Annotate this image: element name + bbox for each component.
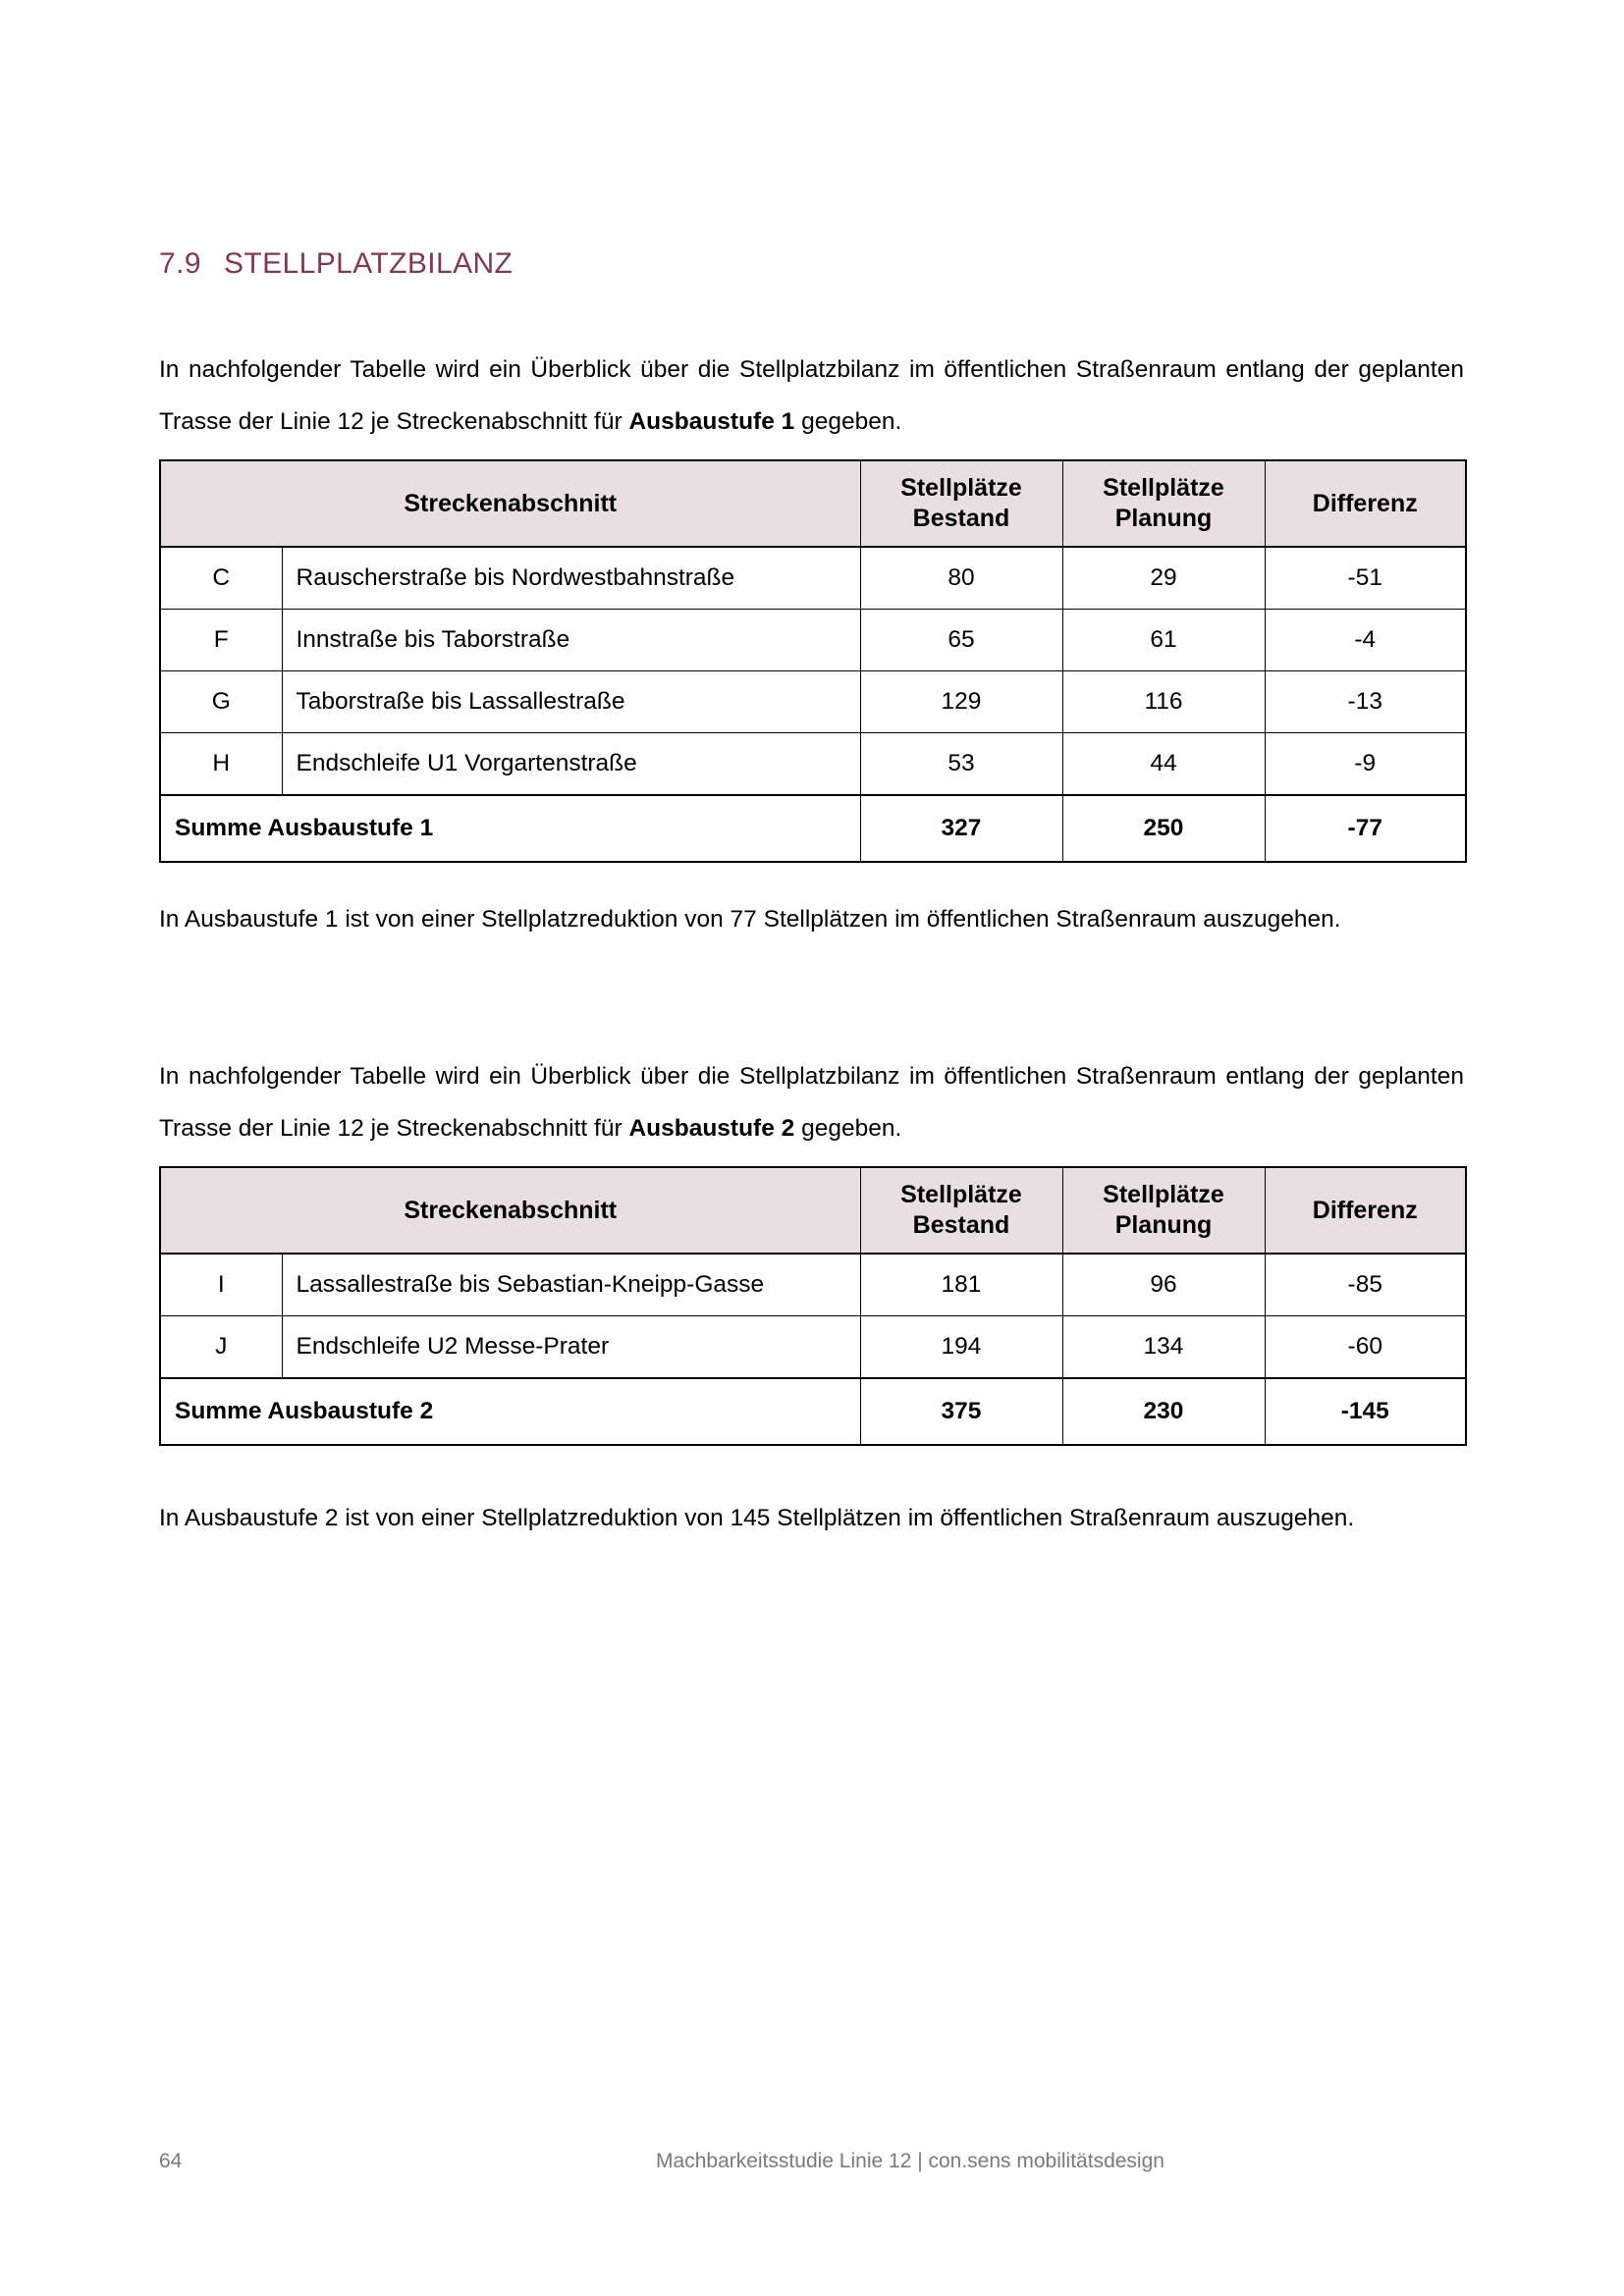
column-header-streckenabschnitt: Streckenabschnitt bbox=[160, 460, 860, 547]
stellplatzbilanz-table-ausbaustufe-2-wrapper bbox=[159, 1166, 1467, 1446]
cell-planung: 29 bbox=[1062, 547, 1265, 610]
table-header-row bbox=[160, 1167, 1466, 1254]
paragraph-text-bold: Ausbaustufe 1 bbox=[628, 407, 795, 435]
paragraph-result-ausbaustufe-1: In Ausbaustufe 1 ist von einer Stellplatzreduktion von 77 Stellplätzen im öffentlichen Straßenraum auszugehen. bbox=[159, 905, 1341, 933]
cell-section-letter: J bbox=[160, 1316, 282, 1379]
cell-bestand: 53 bbox=[860, 733, 1062, 796]
cell-differenz: -60 bbox=[1265, 1316, 1466, 1379]
column-header-streckenabschnitt: Streckenabschnitt bbox=[160, 1167, 860, 1254]
cell-bestand: 194 bbox=[860, 1316, 1062, 1379]
cell-sum-label: Summe Ausbaustufe 2 bbox=[160, 1378, 860, 1445]
column-header-line-1: Stellplätze bbox=[1103, 1181, 1224, 1208]
column-header-line-1: Stellplätze bbox=[1103, 474, 1224, 502]
paragraph-intro-ausbaustufe-1 bbox=[159, 344, 1464, 448]
cell-sum-planung: 250 bbox=[1062, 795, 1265, 862]
cell-bestand: 181 bbox=[860, 1254, 1062, 1316]
cell-sum-planung: 230 bbox=[1062, 1378, 1265, 1445]
column-header-line-1: Stellplätze bbox=[900, 1181, 1022, 1208]
table-header bbox=[160, 460, 1466, 547]
stellplatzbilanz-table-ausbaustufe-1 bbox=[159, 459, 1467, 863]
cell-section-name: Lassallestraße bis Sebastian-Kneipp-Gasse bbox=[282, 1254, 860, 1316]
column-header-line-2: Bestand bbox=[912, 1211, 1010, 1239]
cell-section-name: Endschleife U2 Messe-Prater bbox=[282, 1316, 860, 1379]
cell-sum-bestand: 327 bbox=[860, 795, 1062, 862]
cell-sum-bestand: 375 bbox=[860, 1378, 1062, 1445]
cell-section-letter: C bbox=[160, 547, 282, 610]
column-header-line-1: Stellplätze bbox=[900, 474, 1022, 502]
cell-bestand: 80 bbox=[860, 547, 1062, 610]
table-sum-row bbox=[160, 1378, 1466, 1445]
cell-section-letter: F bbox=[160, 610, 282, 671]
paragraph-text-pre: In nachfolgender Tabelle wird ein Überblick über die Stellplatzbilanz im öffentlichen Straßenraum entlang der geplanten Trasse der Linie 12 je Streckenabschnitt für bbox=[159, 355, 1464, 435]
column-header-stellplaetze-bestand bbox=[860, 1167, 1062, 1254]
paragraph-text-post: gegeben. bbox=[794, 407, 902, 435]
cell-section-name: Taborstraße bis Lassallestraße bbox=[282, 671, 860, 733]
footer-page-number: 64 bbox=[159, 2150, 183, 2172]
page-title bbox=[159, 247, 513, 281]
table-row bbox=[160, 733, 1466, 796]
section-title-text: STELLPLATZBILANZ bbox=[224, 247, 514, 281]
cell-sum-label: Summe Ausbaustufe 1 bbox=[160, 795, 860, 862]
cell-bestand: 129 bbox=[860, 671, 1062, 733]
column-header-differenz: Differenz bbox=[1265, 460, 1466, 547]
paragraph-text-bold: Ausbaustufe 2 bbox=[628, 1114, 795, 1142]
table-row bbox=[160, 1254, 1466, 1316]
column-header-line-2: Planung bbox=[1114, 1211, 1213, 1239]
cell-sum-differenz: -145 bbox=[1265, 1378, 1466, 1445]
column-header-stellplaetze-planung bbox=[1062, 460, 1265, 547]
stellplatzbilanz-table-ausbaustufe-1-wrapper bbox=[159, 459, 1467, 863]
cell-planung: 96 bbox=[1062, 1254, 1265, 1316]
column-header-line-2: Bestand bbox=[912, 505, 1010, 532]
cell-differenz: -13 bbox=[1265, 671, 1466, 733]
column-header-stellplaetze-planung bbox=[1062, 1167, 1265, 1254]
cell-planung: 61 bbox=[1062, 610, 1265, 671]
cell-planung: 116 bbox=[1062, 671, 1265, 733]
table-sum-row bbox=[160, 795, 1466, 862]
table-row bbox=[160, 671, 1466, 733]
cell-differenz: -9 bbox=[1265, 733, 1466, 796]
table-row bbox=[160, 547, 1466, 610]
cell-differenz: -4 bbox=[1265, 610, 1466, 671]
cell-section-name: Endschleife U1 Vorgartenstraße bbox=[282, 733, 860, 796]
section-number: 7.9 bbox=[159, 247, 201, 281]
column-header-line-2: Planung bbox=[1114, 505, 1213, 532]
paragraph-result-ausbaustufe-2: In Ausbaustufe 2 ist von einer Stellplatzreduktion von 145 Stellplätzen im öffentlichen Straßenraum auszugehen. bbox=[159, 1504, 1355, 1531]
column-header-stellplaetze-bestand bbox=[860, 460, 1062, 547]
cell-section-letter: G bbox=[160, 671, 282, 733]
table-header bbox=[160, 1167, 1466, 1254]
cell-planung: 44 bbox=[1062, 733, 1265, 796]
paragraph-text-pre: In nachfolgender Tabelle wird ein Überblick über die Stellplatzbilanz im öffentlichen Straßenraum entlang der geplanten Trasse der Linie 12 je Streckenabschnitt für bbox=[159, 1062, 1464, 1142]
column-header-differenz: Differenz bbox=[1265, 1167, 1466, 1254]
cell-section-letter: I bbox=[160, 1254, 282, 1316]
table-body bbox=[160, 547, 1466, 862]
cell-section-letter: H bbox=[160, 733, 282, 796]
cell-differenz: -51 bbox=[1265, 547, 1466, 610]
cell-sum-differenz: -77 bbox=[1265, 795, 1466, 862]
table-body bbox=[160, 1254, 1466, 1445]
cell-bestand: 65 bbox=[860, 610, 1062, 671]
table-header-row bbox=[160, 460, 1466, 547]
cell-planung: 134 bbox=[1062, 1316, 1265, 1379]
cell-section-name: Rauscherstraße bis Nordwestbahnstraße bbox=[282, 547, 860, 610]
footer-document-title: Machbarkeitsstudie Linie 12 | con.sens mobilitätsdesign bbox=[656, 2150, 1164, 2172]
stellplatzbilanz-table-ausbaustufe-2 bbox=[159, 1166, 1467, 1446]
cell-section-name: Innstraße bis Taborstraße bbox=[282, 610, 860, 671]
page-footer bbox=[159, 2150, 1465, 2183]
table-row bbox=[160, 1316, 1466, 1379]
table-row bbox=[160, 610, 1466, 671]
cell-differenz: -85 bbox=[1265, 1254, 1466, 1316]
paragraph-intro-ausbaustufe-2 bbox=[159, 1050, 1464, 1154]
paragraph-text-post: gegeben. bbox=[794, 1114, 902, 1142]
